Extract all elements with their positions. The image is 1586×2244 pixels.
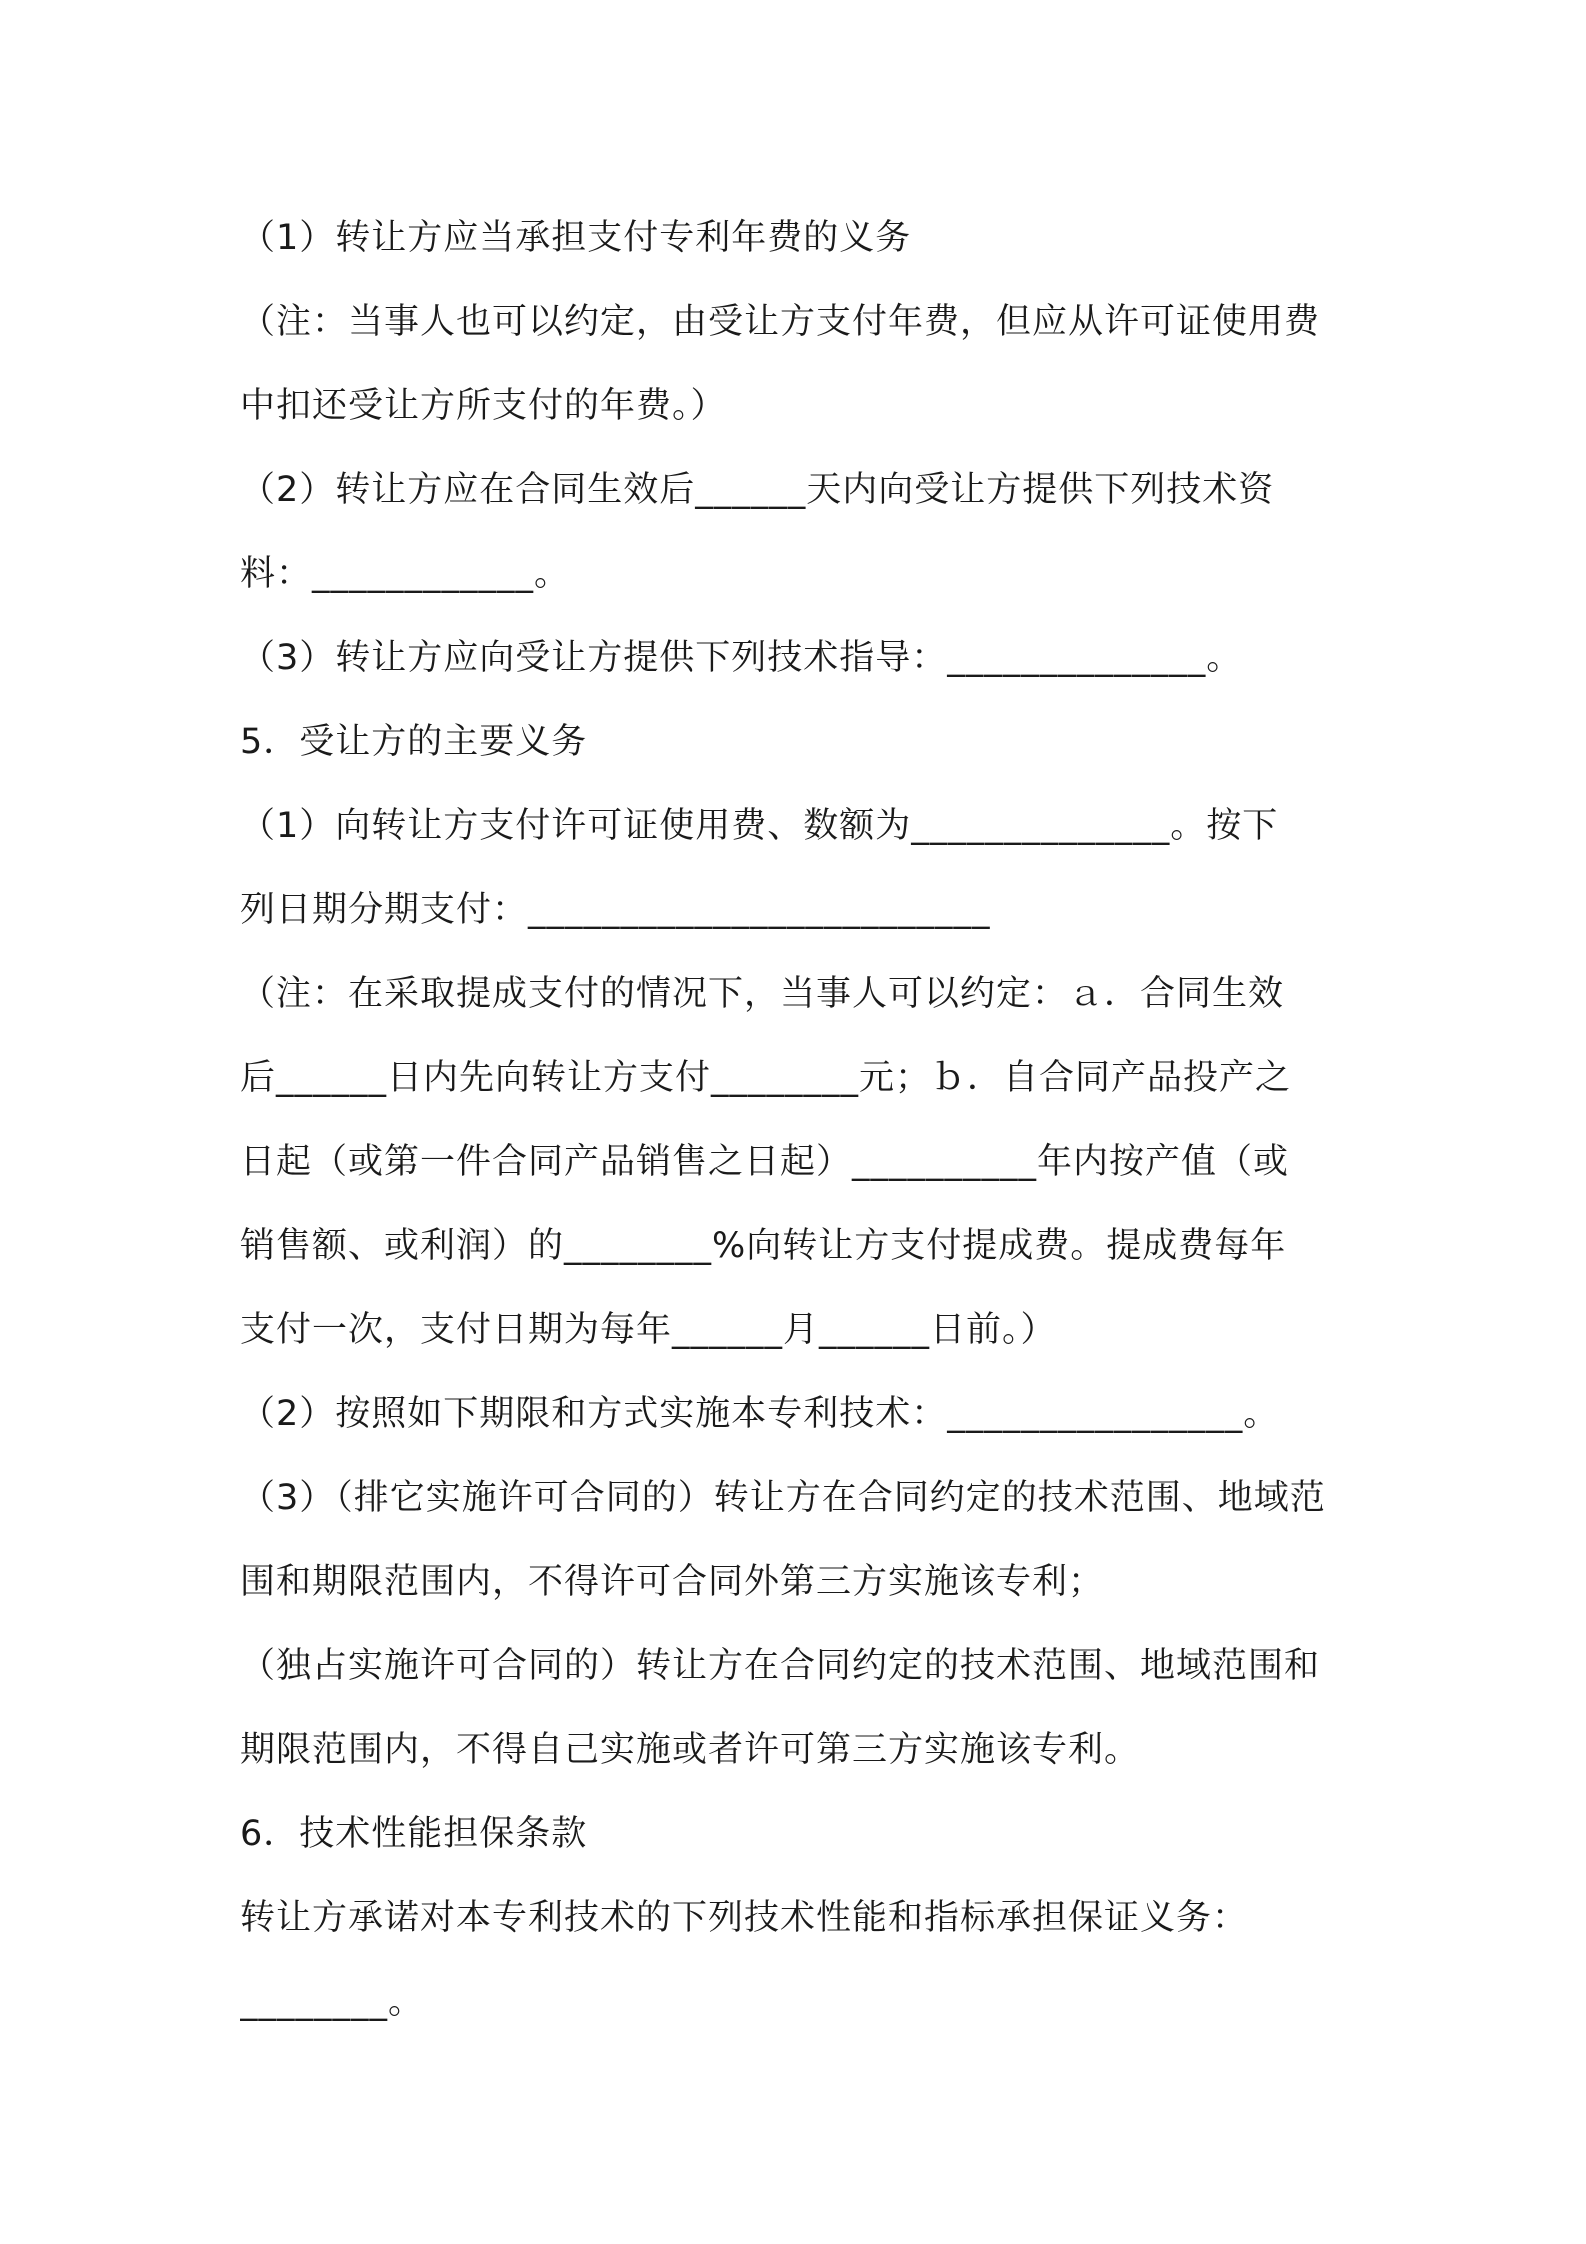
text-line: （独占实施许可合同的）转让方在合同约定的技术范围、地域范围和	[240, 1646, 1321, 1686]
section-heading: 6．技术性能担保条款	[240, 1814, 588, 1854]
text-line: （3）（排它实施许可合同的）转让方在合同约定的技术范围、地域范	[240, 1478, 1326, 1518]
text-line: （注：在采取提成支付的情况下，当事人可以约定：ａ．合同生效	[240, 974, 1285, 1014]
text-line: （注：当事人也可以约定，由受让方支付年费，但应从许可证使用费	[240, 302, 1321, 342]
document-body	[240, 196, 1360, 2044]
text-line: 后______日内先向转让方支付________元；ｂ．自合同产品投产之	[240, 1058, 1292, 1098]
text-line: 期限范围内，不得自己实施或者许可第三方实施该专利。	[240, 1730, 1141, 1770]
text-line: 日起（或第一件合同产品销售之日起）__________年内按产值（或	[240, 1142, 1290, 1182]
text-line: 围和期限范围内，不得许可合同外第三方实施该专利；	[240, 1562, 1105, 1602]
text-line: 支付一次，支付日期为每年______月______日前。）	[240, 1310, 1057, 1350]
text-line: （2）转让方应在合同生效后______天内向受让方提供下列技术资	[240, 470, 1275, 510]
text-line: 转让方承诺对本专利技术的下列技术性能和指标承担保证义务：	[240, 1898, 1249, 1938]
text-line: ________。	[240, 1982, 425, 2022]
text-line: （1）向转让方支付许可证使用费、数额为______________。按下	[240, 806, 1279, 846]
text-line: 中扣还受让方所支付的年费。）	[240, 386, 727, 426]
text-line: 料：____________。	[240, 554, 571, 594]
section-heading: 5．受让方的主要义务	[240, 722, 588, 762]
text-line: （3）转让方应向受让方提供下列技术指导：______________。	[240, 638, 1243, 678]
text-line: 列日期分期支付：_________________________	[240, 890, 991, 930]
text-line: （1）转让方应当承担支付专利年费的义务	[240, 218, 912, 258]
text-line: （2）按照如下期限和方式实施本专利技术：________________。	[240, 1394, 1280, 1434]
text-line: 销售额、或利润）的________%向转让方支付提成费。提成费每年	[240, 1226, 1287, 1266]
